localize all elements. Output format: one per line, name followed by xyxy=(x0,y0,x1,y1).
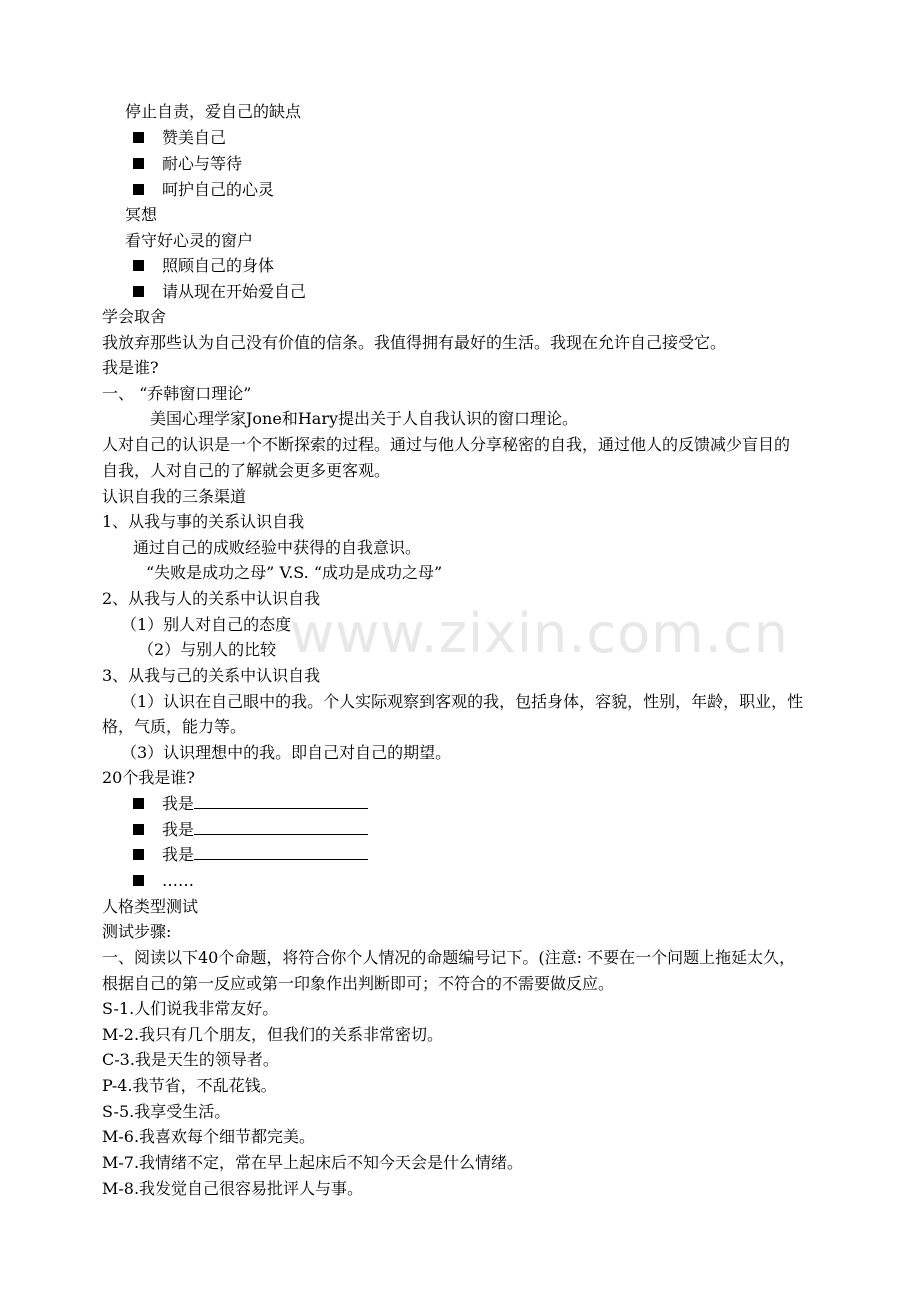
heading: 我是谁? xyxy=(102,358,159,377)
bullet-text: …… xyxy=(162,871,194,890)
list-item: S-1.人们说我非常友好。 xyxy=(102,999,279,1018)
bullet-item xyxy=(133,154,242,174)
text-line: 通过自己的成败经验中获得的自我意识。 xyxy=(133,538,422,557)
heading: 学会取舍 xyxy=(102,307,167,326)
square-bullet-icon xyxy=(133,286,144,297)
square-bullet-icon xyxy=(133,158,144,169)
bullet-item xyxy=(133,180,274,200)
bullet-text: 照顾自己的身体 xyxy=(162,256,275,275)
square-bullet-icon xyxy=(133,260,144,271)
bullet-text: 赞美自己 xyxy=(162,128,227,147)
list-item: M-8.我发觉自己很容易批评人与事。 xyxy=(102,1179,364,1198)
text-line: 1、从我与事的关系认识自我 xyxy=(102,512,305,531)
text-line: （3）认识理想中的我。即自己对自己的期望。 xyxy=(121,743,452,762)
square-bullet-icon xyxy=(133,132,144,143)
text-line: 根据自己的第一反应或第一印象作出判断即可；不符合的不需要做反应。 xyxy=(102,974,615,993)
text-line: 停止自责，爱自己的缺点 xyxy=(125,102,302,121)
text-line: （2）与别人的比较 xyxy=(138,640,277,659)
heading: 认识自我的三条渠道 xyxy=(102,487,247,506)
square-bullet-icon xyxy=(133,798,144,809)
text-line: 人对自己的认识是一个不断探索的过程。通过与他人分享秘密的自我，通过他人的反馈减少盲目的 xyxy=(102,435,791,454)
text-line: 3、从我与己的关系中认识自我 xyxy=(102,666,321,685)
answer-blank xyxy=(194,845,368,860)
text-line: 美国心理学家Jone和Hary提出关于人自我认识的窗口理论。 xyxy=(150,409,579,428)
list-item: M-2.我只有几个朋友，但我们的关系非常密切。 xyxy=(102,1025,444,1044)
square-bullet-icon xyxy=(133,875,144,886)
bullet-item xyxy=(133,282,306,302)
text-line: 格，气质，能力等。 xyxy=(102,717,247,736)
bullet-item xyxy=(133,256,274,276)
bullet-text: 请从现在开始爱自己 xyxy=(162,282,307,301)
text-line: 自我，人对自己的了解就会更多更客观。 xyxy=(102,461,391,480)
text-line: 冥想 xyxy=(125,205,158,224)
bullet-text: 耐心与等待 xyxy=(162,154,243,173)
square-bullet-icon xyxy=(133,824,144,835)
text-line: 看守好心灵的窗户 xyxy=(125,231,254,250)
bullet-item xyxy=(133,845,368,865)
square-bullet-icon xyxy=(133,849,144,860)
bullet-text: 我是 xyxy=(162,820,195,839)
text-line: 2、从我与人的关系中认识自我 xyxy=(102,589,321,608)
text-line: “失败是成功之母” V.S. “成功是成功之母” xyxy=(146,563,443,582)
list-item: P-4.我节省，不乱花钱。 xyxy=(102,1076,277,1095)
bullet-text: 呵护自己的心灵 xyxy=(162,180,275,199)
bullet-item xyxy=(133,820,368,840)
bullet-text: 我是 xyxy=(162,794,195,813)
answer-blank xyxy=(194,794,368,809)
square-bullet-icon xyxy=(133,184,144,195)
text-line: （1）认识在自己眼中的我。个人实际观察到客观的我，包括身体，容貌，性别，年龄，职业，性 xyxy=(121,692,804,711)
watermark: www.zixin.com.cn xyxy=(290,602,789,665)
list-item: M-7.我情绪不定，常在早上起床后不知今天会是什么情绪。 xyxy=(102,1153,524,1172)
text-line: 一、阅读以下40个命题，将符合你个人情况的命题编号记下。(注意: 不要在一个问题上拖延太久， xyxy=(102,948,796,967)
answer-blank xyxy=(194,820,368,835)
text-line: 我放弃那些认为自己没有价值的信条。我值得拥有最好的生活。我现在允许自己接受它。 xyxy=(102,333,727,352)
heading: 20个我是谁? xyxy=(102,768,195,787)
bullet-item xyxy=(133,871,194,891)
text-line: （1）别人对自己的态度 xyxy=(121,615,292,634)
bullet-text: 我是 xyxy=(162,845,195,864)
bullet-item xyxy=(133,128,226,148)
list-item: C-3.我是天生的领导者。 xyxy=(102,1050,279,1069)
heading: 人格类型测试 xyxy=(102,897,199,916)
list-item: M-6.我喜欢每个细节都完美。 xyxy=(102,1127,316,1146)
bullet-item xyxy=(133,794,368,814)
list-item: S-5.我享受生活。 xyxy=(102,1102,231,1121)
text-line: 测试步骤: xyxy=(102,922,172,941)
text-line: 一、 “乔韩窗口理论” xyxy=(102,384,252,403)
